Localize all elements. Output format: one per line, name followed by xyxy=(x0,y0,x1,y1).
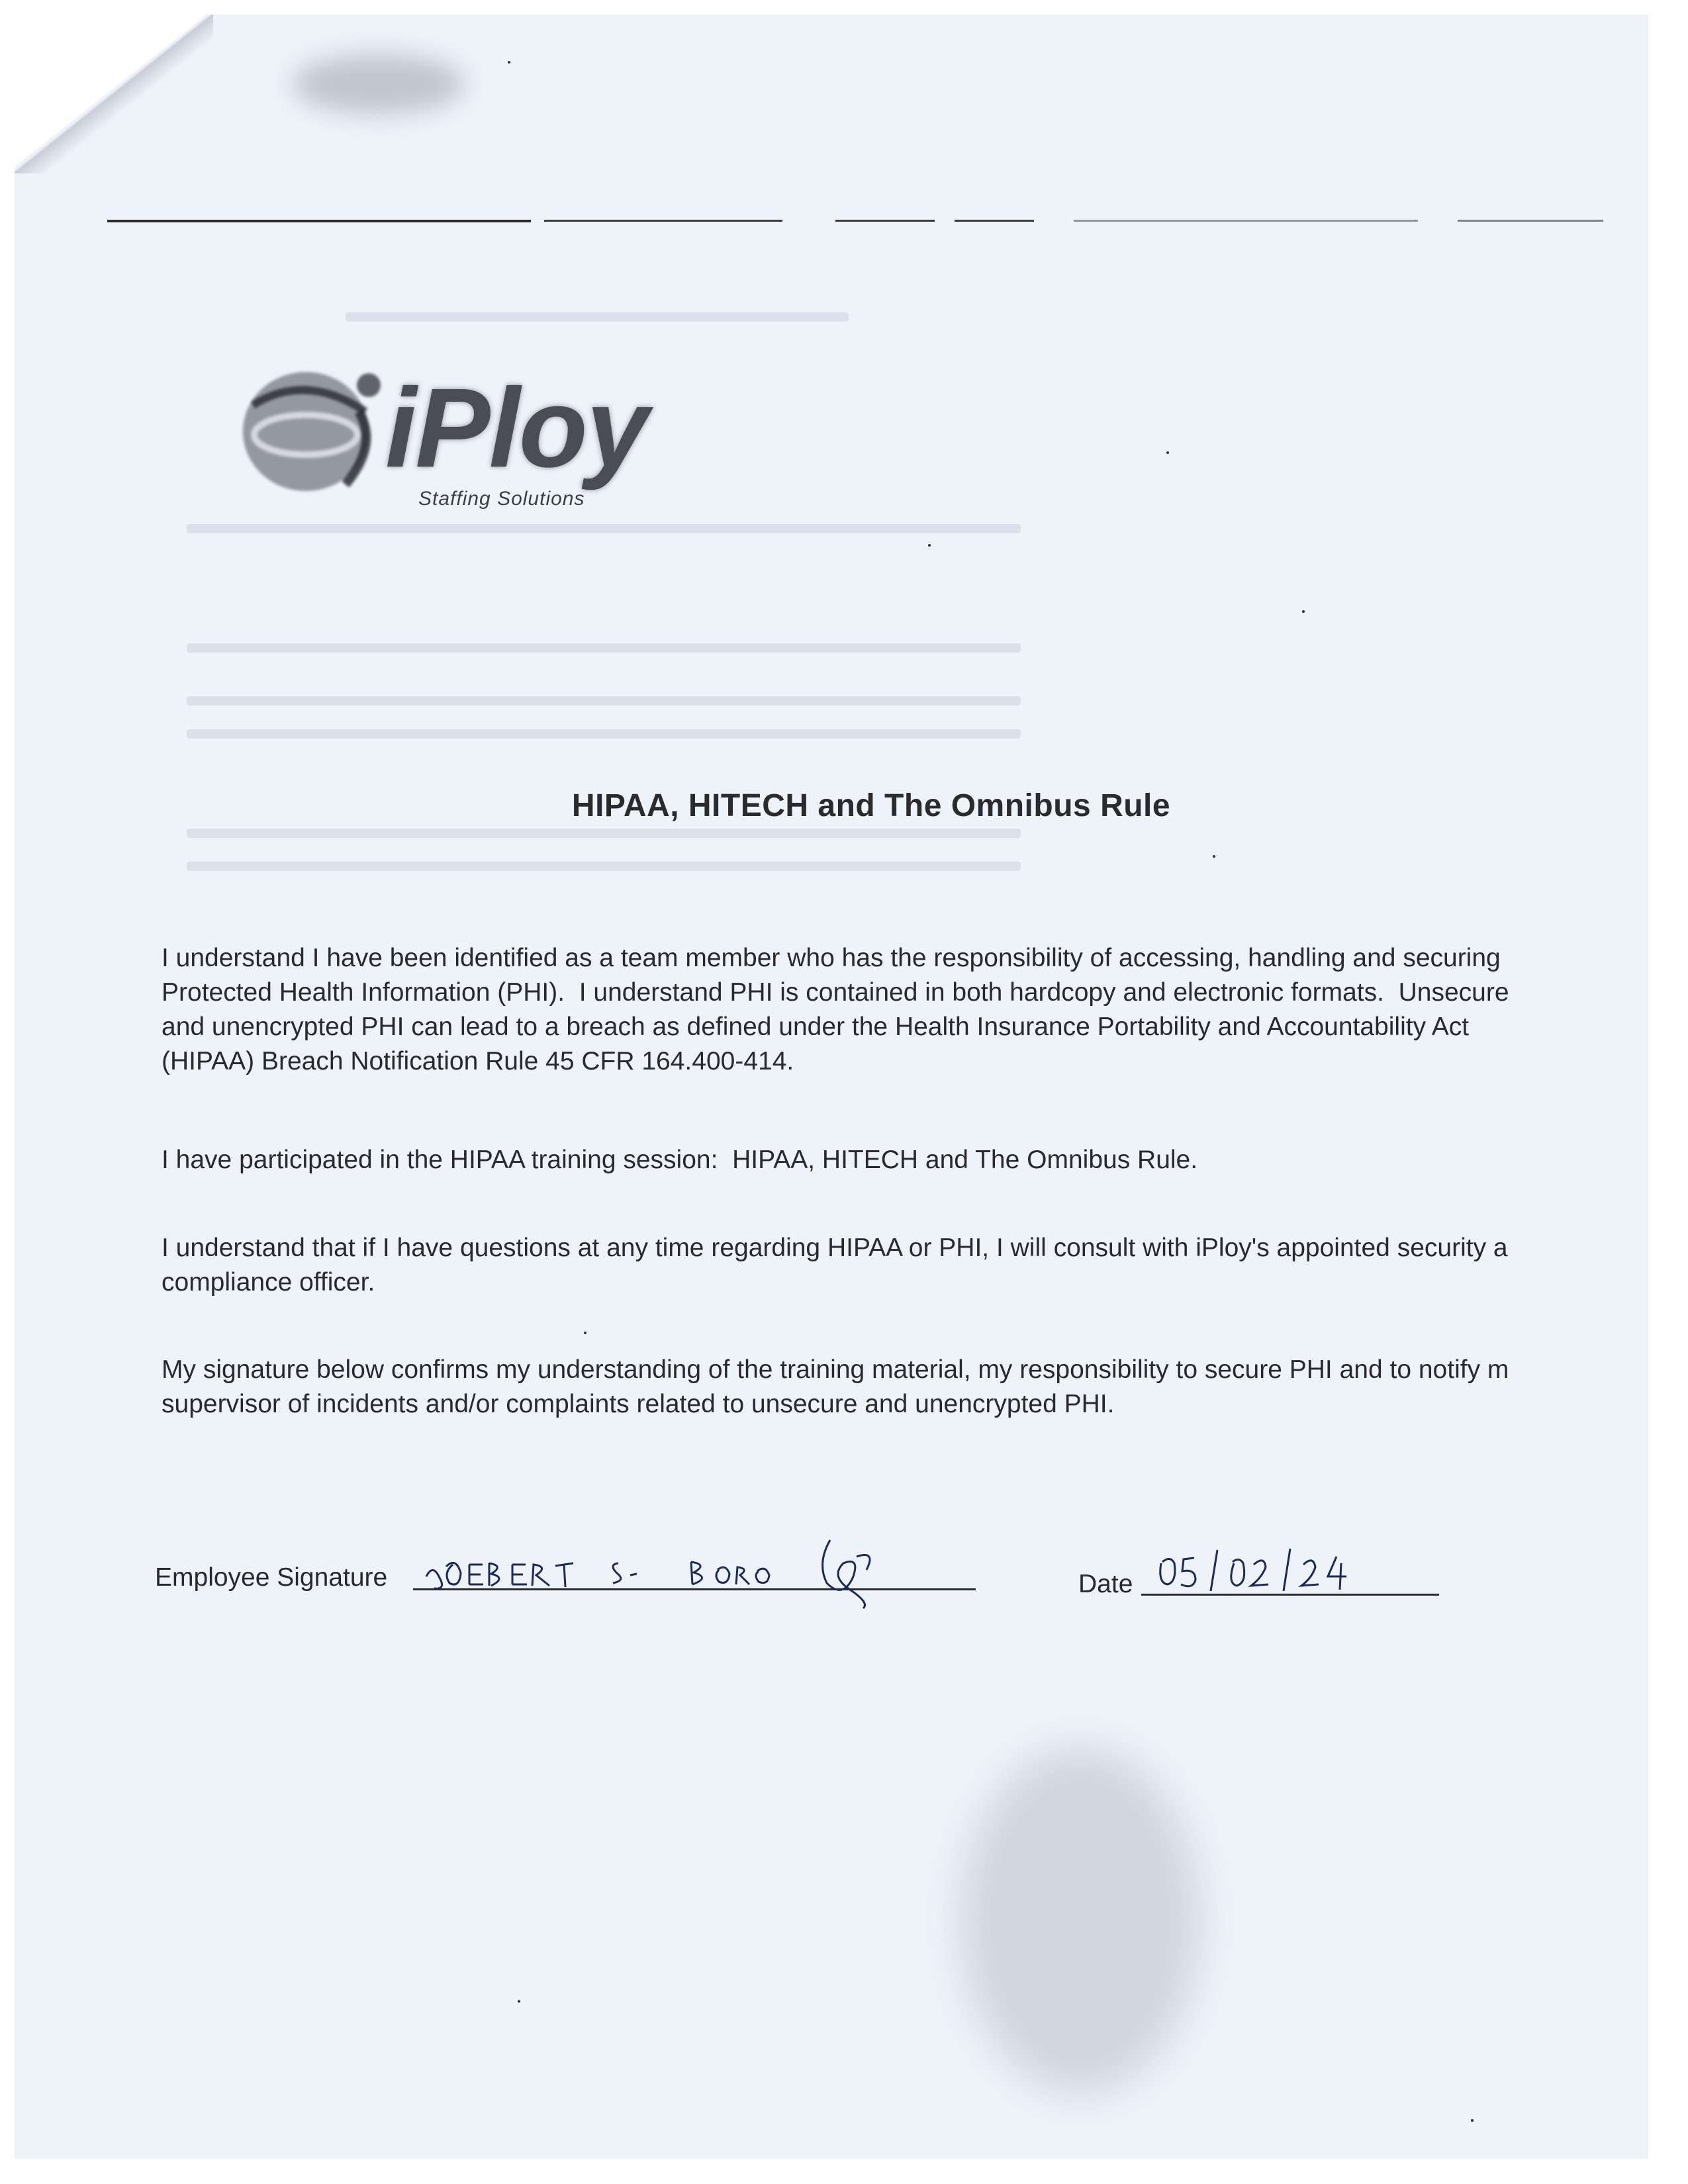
logo-wordmark: iPloy xyxy=(385,365,648,491)
paragraph-responsibility: I understand I have been identified as a team member who has the responsibility of accessing, handling and securing Protected Health Information (PHI). I understand PHI is contained in both hardcopy and electronic formats. Unsecure and unencrypted PHI can lead to a breach as defined under the Health Insurance Portability and Accountability Act (HIPAA) Breach Notification Rule 45 CFR 164.400-414. xyxy=(162,944,1509,1075)
document-page xyxy=(15,15,1648,2159)
paragraph-questions: I understand that if I have questions at any time regarding HIPAA or PHI, I will consult with iPloy's appointed security a compliance officer. xyxy=(162,1234,1508,1297)
logo-tagline: Staffing Solutions xyxy=(418,488,585,510)
scan-speck xyxy=(928,544,931,547)
date-label: Date xyxy=(1078,1570,1133,1598)
handwritten-signature xyxy=(420,1537,989,1610)
scan-speck xyxy=(508,61,510,64)
paragraph-signature-confirmation: My signature below confirms my understanding of the training material, my responsibility to secure PHI and to notify m supervisor of incidents and/or complaints related to unsecure and unencrypted PHI. xyxy=(162,1355,1509,1418)
show-through-line xyxy=(346,312,849,322)
header-rule-segment xyxy=(1074,220,1418,222)
scan-speck xyxy=(584,1332,586,1334)
scan-speck xyxy=(1471,2119,1474,2122)
show-through-line xyxy=(187,829,1021,838)
folded-corner-shadow xyxy=(15,15,213,173)
scan-smudge xyxy=(961,1749,1199,2093)
company-logo xyxy=(233,359,710,531)
scan-smudge xyxy=(293,54,465,114)
show-through-line xyxy=(187,862,1021,871)
header-rule-segment xyxy=(1458,220,1603,222)
document-title: HIPAA, HITECH and The Omnibus Rule xyxy=(571,788,1171,823)
employee-signature-label: Employee Signature xyxy=(155,1563,388,1592)
show-through-line xyxy=(187,696,1021,705)
scan-speck xyxy=(1302,610,1305,613)
header-rule-segment xyxy=(955,220,1034,222)
paragraph-training: I have participated in the HIPAA training session: HIPAA, HITECH and The Omnibus Rule. xyxy=(162,1146,1198,1174)
signature-row xyxy=(155,1537,1545,1616)
handwritten-date xyxy=(1154,1543,1432,1596)
header-rule xyxy=(107,220,531,222)
header-rule-segment xyxy=(835,220,935,222)
globe-logo-icon xyxy=(233,359,392,511)
show-through-line xyxy=(187,643,1021,653)
scan-speck xyxy=(1166,451,1169,454)
header-rule-segment xyxy=(544,220,782,222)
scan-speck xyxy=(1213,855,1215,858)
show-through-line xyxy=(187,729,1021,739)
scan-speck xyxy=(518,2000,520,2003)
